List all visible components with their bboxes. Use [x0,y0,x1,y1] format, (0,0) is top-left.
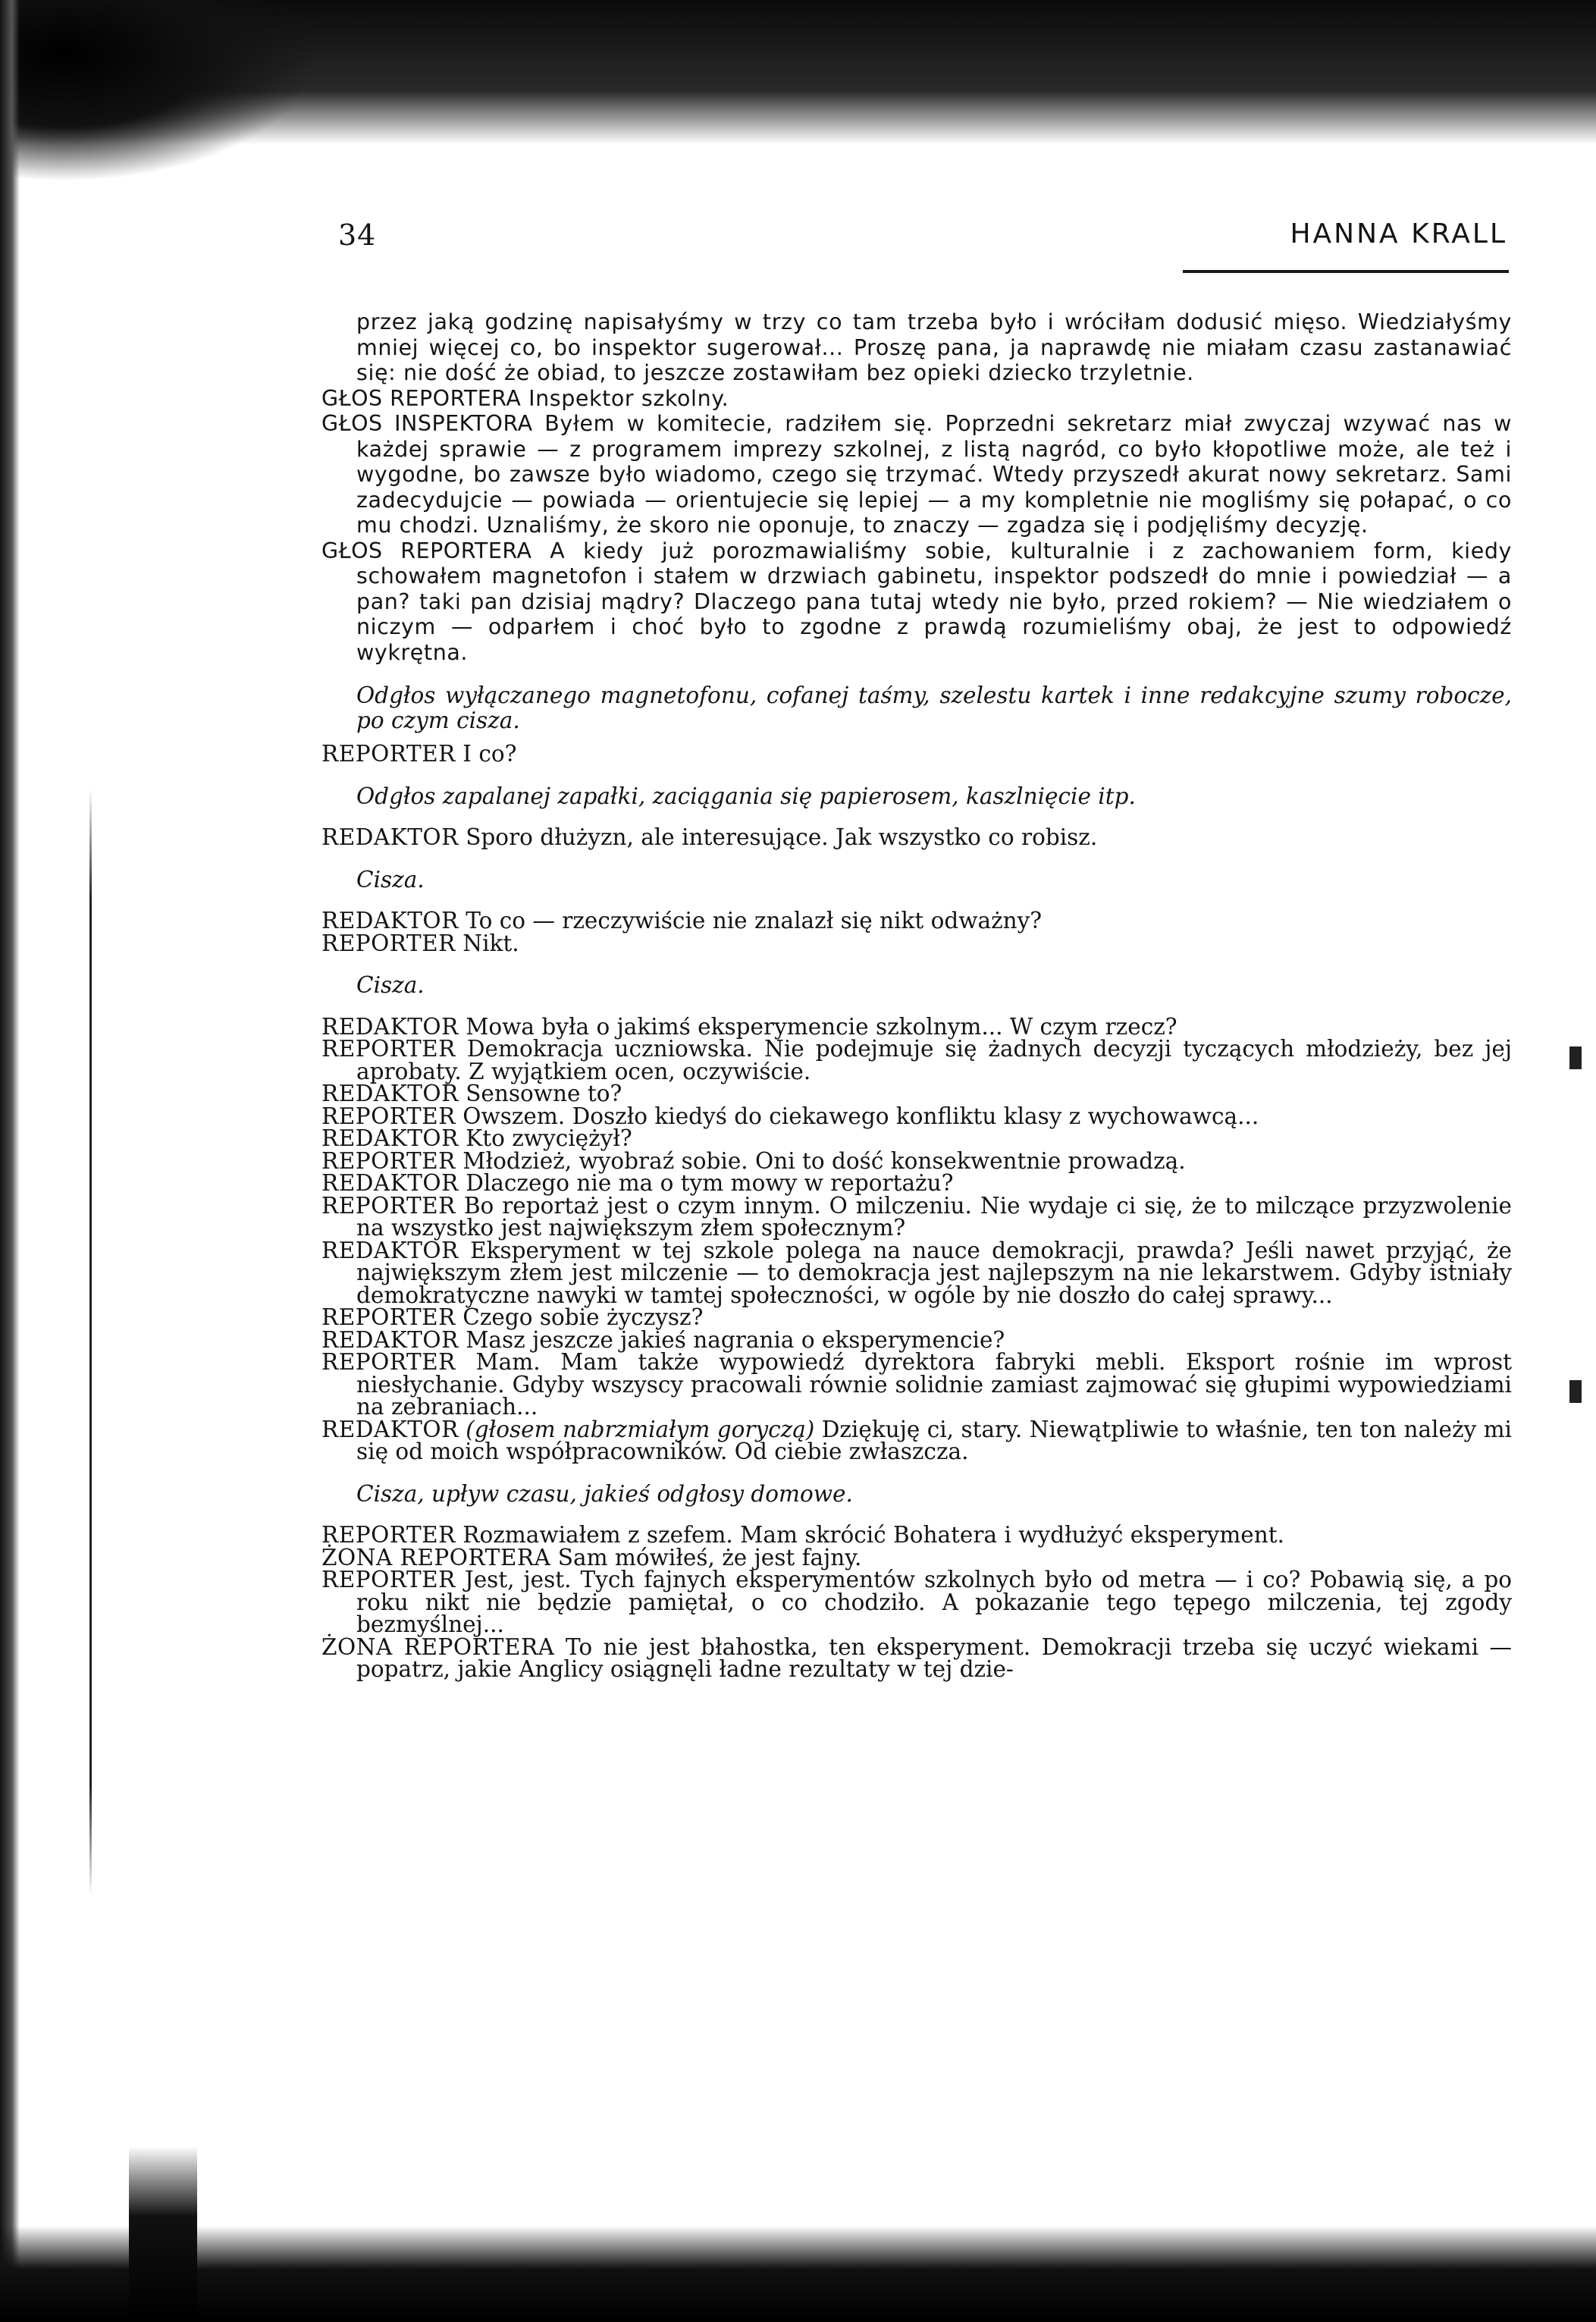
speaker: REDAKTOR [321,824,459,850]
dialogue-line [321,538,1512,666]
text-fragment: Demokracja uczniowska. Nie podejmuje się żadnych decyzji tyczących młodzieży, bez jej aprobaty. Z wyjątkiem ocen, oczywiście. [356,1036,1512,1084]
dialogue-line [321,910,1512,933]
text-fragment: Eksperyment w tej szkole polega na nauce demokracji, prawda? Jeśli nawet przyjąć, że największym złem jest milczenie — to demokracja jest najlepszym na nie lekarstwem. Gdyby istniały demokratyczne nawyki w tamtej społeczności, w ogóle by nie doszło do całej sprawy... [356,1237,1512,1308]
speaker: ŻONA REPORTERA [321,1633,555,1660]
text-fragment: To co — rzeczywiście nie znalazł się nikt odważny? [466,908,1043,934]
text-fragment: Jest, jest. Tych fajnych eksperymentów szkolnych było od metra — i co? Pobawią się, a po roku nikt nie będzie pamiętał, o co chodziło. A pokazanie tego tępego milczenia, tej zgody bezmyślnej... [356,1567,1512,1637]
text-fragment: Mowa była o jakimś eksperymencie szkolnym... W czym rzecz? [466,1013,1177,1040]
text-fragment: Sensowne to? [466,1081,622,1106]
speaker: GŁOS INSPEKTORA [321,411,533,436]
text-fragment: Młodzież, wyobraź sobie. Oni to dość konsekwentnie prowadzą. [462,1147,1186,1174]
text-fragment: Sam mówiłeś, że jest fajny. [557,1544,862,1570]
text-fragment: Dlaczego nie ma o tym mowy w reportażu? [466,1170,954,1196]
speaker: ŻONA REPORTERA [321,1544,551,1570]
speaker: REPORTER [321,1522,456,1548]
speaker: REDAKTOR [321,1326,459,1353]
dialogue-line [321,1192,1512,1241]
dialogue-line [321,1103,1512,1129]
dialogue-line [321,1544,1512,1570]
running-head: HANNA KRALL [1290,218,1507,249]
speaker: GŁOS REPORTERA [321,385,522,411]
dialogue-line [321,1125,1512,1151]
speaker: REPORTER [321,1304,456,1330]
stage-direction: Cisza. [356,972,425,998]
text-fragment: I co? [462,741,517,767]
dialogue-line [321,411,1512,538]
dialogue-line [321,1351,1512,1419]
speaker: REDAKTOR [321,1416,459,1442]
scan-margin-line [89,789,92,1896]
text-fragment: Masz jeszcze jakieś nagrania o eksperymencie? [466,1326,1005,1353]
speaker: REDAKTOR [321,908,459,934]
dialogue-line [321,824,1512,850]
scan-mark [1569,1380,1582,1403]
speaker: REPORTER [321,1036,456,1062]
speaker: REPORTER [321,1103,456,1129]
dialogue-line [321,1416,1512,1464]
dialogue-line [321,1083,1512,1106]
page-number: 34 [338,218,377,252]
speaker: REPORTER [321,1567,456,1592]
text-fragment: przez jaką godzinę napisałyśmy w trzy co tam trzeba było i wróciłam dodusić mięso. Wiedziałyśmy mniej więcej co, bo inspektor sugerował... Proszę pana, ja naprawdę nie miałam czasu zastanawiać się: nie dość że obiad, to jeszcze zostawiłam bez opieki dziecko trzyletnie. [356,309,1512,385]
scan-mark [1569,1046,1582,1069]
text-fragment: Dziękuję ci, stary. Niewątpliwie to właśnie, ten ton należy mi się od moich współpracowników. Od ciebie zwłaszcza. [356,1416,1512,1464]
text-fragment: Bo reportaż jest o czym innym. O milczeniu. Nie wydaje ci się, że to milczące przyzwolenie na wszystko jest największym złem społecznym? [356,1192,1512,1241]
page-content [321,309,1512,1681]
dialogue-line [321,1569,1512,1636]
text-fragment: Inspektor szkolny. [528,385,729,411]
dialogue-line [321,1304,1512,1330]
dialogue-line [321,1172,1512,1195]
speaker: REPORTER [321,741,456,767]
text-fragment: Sporo dłużyzn, ale interesujące. Jak wszystko co robisz. [466,824,1098,850]
speaker: REPORTER [321,1192,456,1219]
speaker: REPORTER [321,1349,456,1375]
text-fragment: Owszem. Doszło kiedyś do ciekawego konfliktu klasy z wychowawcą... [462,1103,1259,1129]
text-fragment: Kto zwyciężył? [466,1125,632,1151]
dialogue-line [321,930,1512,956]
paragraph [356,309,1512,386]
speaker: REDAKTOR [321,1125,459,1151]
text-fragment: A kiedy już porozmawialiśmy sobie, kulturalnie i z zachowaniem form, kiedy schowałem magnetofon i stałem w drzwiach gabinetu, inspektor podszedł do mnie i powiedział — a pan? taki pan dzisiaj mądry? Dlaczego pana tutaj wtedy nie było, przed rokiem? — Nie wiedziałem o niczym — odparłem i choć było to zgodne z prawdą rozumieliśmy obaj, że jest to odpowiedź wykrętna. [356,538,1512,665]
text-fragment: Rozmawiałem z szefem. Mam skrócić Bohatera i wydłużyć eksperyment. [462,1522,1284,1548]
scan-edge-bottom [0,2226,1596,2322]
inline-direction: (głosem nabrzmiałym goryczą) [466,1416,815,1442]
stage-direction: Cisza, upływ czasu, jakieś odgłosy domowe. [356,1480,853,1507]
page-header [338,218,1507,264]
dialogue-line [321,1013,1512,1040]
text-fragment: Czego sobie życzysz? [462,1304,704,1330]
dialogue-line [321,1524,1512,1547]
dialogue-line [321,1237,1512,1308]
speaker: REPORTER [321,1147,456,1174]
stage-direction: Cisza. [356,866,425,893]
dialogue-line [321,743,1512,766]
text-fragment: Byłem w komitecie, radziłem się. Poprzedni sekretarz miał zwyczaj wzywać nas w każdej sprawie — z programem imprezy szkolnej, z listą nagród, co było kłopotliwe może, ale też i wygodne, bo zawsze było wiadomo, czego się trzymać. Wtedy przyszedł akurat nowy sekretarz. Sami zadecydujcie — powiada — orientujecie się lepiej — a my kompletnie nie mogliśmy się połapać, o co mu chodzi. Uznaliśmy, że skoro nie oponuje, to znaczy — zgadza się i podjęliśmy decyzję. [356,411,1513,538]
dialogue-line [321,1633,1512,1682]
speaker: REDAKTOR [321,1013,459,1040]
speaker: REDAKTOR [321,1237,459,1263]
stage-direction: Odgłos wyłączanego magnetofonu, cofanej taśmy, szelestu kartek i inne redakcyjne szumy robocze, po czym cisza. [356,682,1512,733]
text-fragment: Mam. Mam także wypowiedź dyrektora fabryki mebli. Eksport rośnie im wprost niesłychanie. Gdyby wszyscy pracowali równie solidnie zamiast zajmować się głupimi wypowiedziami na zebraniach... [356,1349,1512,1420]
dialogue-line [321,1326,1512,1353]
speaker: GŁOS REPORTERA [321,538,532,563]
dialogue-line [321,386,1512,412]
speaker: REDAKTOR [321,1170,459,1196]
dialogue-line [321,1038,1512,1083]
scan-edge-left [0,0,20,2322]
stage-direction: Odgłos zapalanej zapałki, zaciągania się papierosem, kaszlnięcie itp. [356,783,1136,809]
text-fragment: To nie jest błahostka, ten eksperyment. Demokracji trzeba się uczyć wiekami — popatrz, jakie Anglicy osiągnęli ładne rezultaty w tej dzie- [356,1633,1512,1682]
dialogue-line [321,1147,1512,1174]
speaker: REPORTER [321,930,456,956]
scan-edge-blob [0,0,318,182]
text-fragment: Nikt. [462,930,519,956]
scan-edge-bottom-blob [129,2146,197,2322]
header-rule [1183,270,1509,273]
speaker: REDAKTOR [321,1081,459,1106]
